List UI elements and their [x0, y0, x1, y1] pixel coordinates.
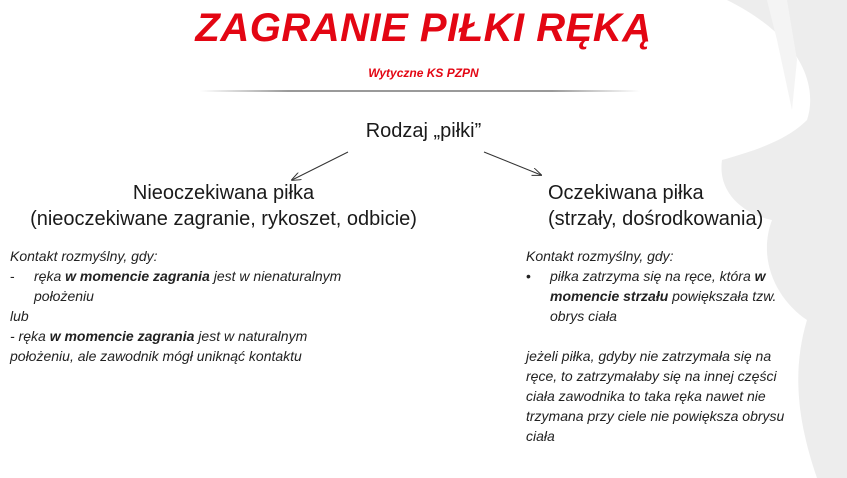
right-para-line5: ciała [526, 428, 555, 444]
right-para-line3: ciała zawodnika to taka ręka nawet nie [526, 388, 766, 404]
root-label: Rodzaj „piłki” [365, 120, 482, 142]
slide-subtitle: Wytyczne KS PZPN [368, 66, 479, 80]
left-item2-bold: w momencie zagrania [49, 328, 195, 344]
slide-title: ZAGRANIE PIŁKI RĘKĄ [195, 6, 652, 50]
left-item-1 [10, 266, 430, 286]
right-item-1 [526, 266, 816, 286]
left-branch-heading [0, 180, 447, 232]
left-item2-post: jest w naturalnym [194, 328, 308, 344]
right-para-line4: trzymana przy ciele nie powiększa obrysu [526, 408, 785, 424]
right-branch-body [526, 246, 816, 446]
spacer [526, 326, 816, 346]
left-connector: lub [10, 308, 29, 324]
right-para-line1: jeżeli piłka, gdyby nie zatrzymała się na [526, 348, 772, 364]
left-item1-bold: w momencie zagrania [65, 268, 210, 284]
dash-marker: - [10, 268, 15, 284]
left-item-2 [10, 326, 430, 346]
right-item1-bold1: w [754, 268, 766, 284]
bullet-marker: • [526, 268, 531, 284]
right-branch-heading [548, 180, 808, 232]
right-para-line2: ręce, to zatrzymałaby się na innej części [526, 368, 777, 384]
right-item1-line2 [526, 286, 816, 306]
right-heading-line2: (strzały, dośrodkowania) [548, 208, 764, 230]
right-arrow [484, 152, 541, 175]
left-item2-pre: - ręka [10, 328, 50, 344]
right-heading-line1: Oczekiwana piłka [548, 182, 704, 204]
left-item1-cont: położeniu [34, 288, 94, 304]
right-intro: Kontakt rozmyślny, gdy: [526, 248, 674, 264]
left-branch-body [10, 246, 430, 366]
left-heading-line1: Nieoczekiwana piłka [132, 182, 315, 204]
left-item1-pre: ręka [34, 268, 66, 284]
right-item1-pre: piłka zatrzyma się na ręce, która [550, 268, 755, 284]
left-item2-cont: położeniu, ale zawodnik mógł uniknąć kontaktu [10, 348, 302, 364]
right-item1-post: powiększała tzw. [668, 288, 777, 304]
left-intro: Kontakt rozmyślny, gdy: [10, 248, 158, 264]
left-item1-post: jest w nienaturalnym [209, 268, 342, 284]
left-arrow [292, 152, 348, 180]
left-heading-line2: (nieoczekiwane zagranie, rykoszet, odbicie) [30, 208, 417, 230]
right-item1-bold2: momencie strzału [550, 288, 669, 304]
right-item1-cont: obrys ciała [550, 308, 617, 324]
